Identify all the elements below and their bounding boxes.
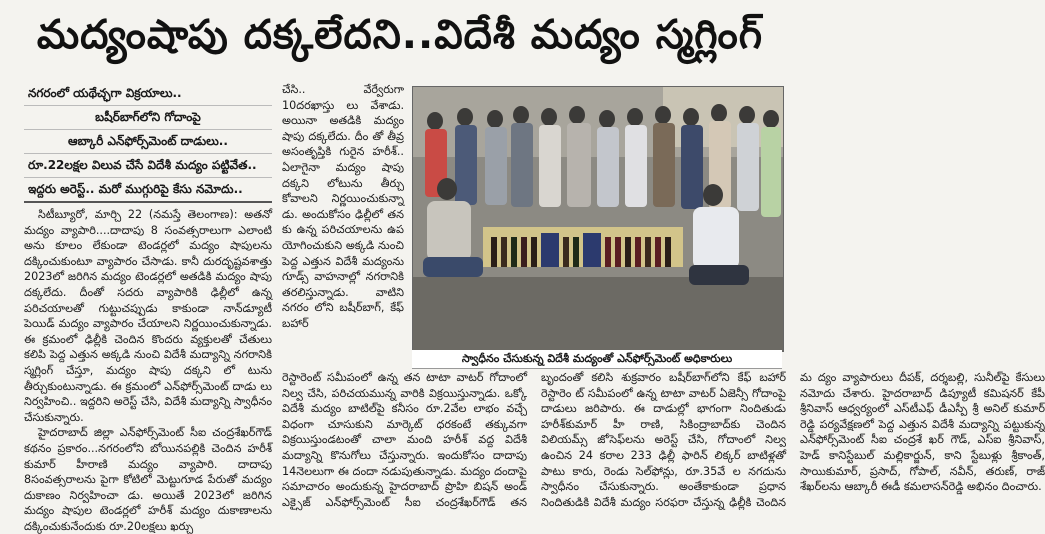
article-column-1: [24, 82, 272, 533]
kicker-1: నగరంలో యథేచ్ఛగా విక్రయాలు..: [24, 82, 272, 106]
kicker-3: ఆబ్కారీ ఎన్‌ఫోర్స్‌మెంట్ దాడులు..: [24, 130, 272, 154]
article-paragraph: రెస్టారెంట్ సమీపంలో ఉన్న తన టాటా వాటర్ గోదాంలో నిల్వ చేసి, పరిచయమున్న వారికి విక్రయిస్తున్నాడు. ఒక్కో విదేశీ మద్యం బాటిల్‌పై కనీసం రూ.2వేల లాభం వచ్చే విధంగా చూసుకుని మార్కెట్ ధరకంటే తక్కువగా విక్రయిస్తుండటంతో చాలా మంది హరీశ్ వద్ద విదేశీ మద్యాన్ని కొనుగోలు చేస్తున్నారు. ఇందుకోసం దాదాపు 14నెలలుగా ఈ దందా నడుపుతున్నాడు. మద్యం దందాపై సమాచారం అందుకున్న హైదరాబాద్ ప్రొహి బిషన్ అండ్ ఎక్సైజ్ ఎన్‌ఫోర్స్‌మెంట్ సీఐ చంద్రశేఖర్‌గౌడ్ తన బృందంతో కలిసి శుక్రవారం బషీర్‌బాగ్‌లోని కేఫ్ బహార్ రెస్టారెం ట్ సమీపంలో ఉన్న టాటా వాటర్ ఏజెన్సీ గోదాంపై దాడులు జరిపారు. ఈ దాడుల్లో భాగంగా నిందితుడు హరీశ్‌కుమార్ హీ రాణి, సికింద్రాబాద్‌కు చెందిన విలియమ్స్ జోసెఫ్‌లను అరెస్ట్ చేసి, గోదాంలో నిల్వ ఉంచిన 24 కరాల 233 ఢిల్లీ ఫారిన్ లిక్కర్ బాటిళ్లతో పాటు కారు, రెండు సెల్‌ఫోన్లు, రూ.35వే ల నగదును స్వాధీనం చేసుకున్నారు. అంతేకాకుండా ప్రధాన నిందితుడికి విదేశీ మద్యం సరఫరా చేస్తున్న ఢిల్లీకి చెందిన మ ద్యం వ్యాపారులు దీపక్, దర్శబల్లి, సునీల్‌పై కేసులు నమోదు చేశారు. హైదరాబాద్ డిప్యూటీ కమిషనర్ కేపీ శ్రీనివాస్ ఆధ్వర్యంలో ఎస్‌టీఎఫ్ డీఎస్పీ శ్రీ అనిల్ కుమార్ రెడ్డి పర్యవేక్షణలో పెద్ద ఎత్తున విదేశీ మద్యాన్ని పట్టుకున్న ఎన్‌ఫోర్స్‌మెంట్ సీఐ చంద్రశే ఖర్ గౌడ్, ఎస్ఐ శ్రీనివాస్, హెడ్ కానిస్టేబుల్ మల్లికార్జున్, కాని స్టేబుళ్లు శ్రీకాంత్, సాయికుమార్, ప్రసాద్, గోపాల్, నవీన్, తరుణ్, రాజ్ శేఖర్‌లను ఆబ్కారీ ఈడీ కమలాసన్‌రెడ్డి అభినం దించారు.: [282, 371, 1045, 509]
kicker-5: ఇద్దరు అరెస్ట్‌.. మరో ముగ్గురిపై కేసు నమోదు..: [24, 178, 272, 203]
photo-caption: స్వాధీనం చేసుకున్న విదేశీ మద్యంతో ఎన్‌ఫోర్స్‌మెంట్ అధికారులు: [412, 350, 782, 369]
article-paragraph: హైదరాబాద్ జిల్లా ఎన్‌ఫోర్స్‌మెంట్ సీఐ చంద్రశేఖర్‌గౌడ్ కథనం ప్రకారం...నగరంలోని బోయినపల్లికి చెందిన హరీశ్ కుమార్ హీరాణి మద్యం వ్యాపారి. దాదాపు 8సంవత్సరాలను పైగా కోటిలో మెట్టుగూడ పేరుతో మద్యం దుకాణం నిర్వహించా డు. అయితే 2023లో జరిగిన మద్యం షాపుల టెండర్లలో హరీశ్ మద్యం దుకాణాలను దక్కించుకునేందుకు రూ.20లక్షలు ఖర్చు: [24, 426, 272, 533]
kicker-2: బషీర్‌బాగ్‌లోని గోదాంపై: [24, 106, 272, 130]
article-column-2: [282, 82, 404, 370]
kicker-4: రూ.22లక్షల విలువ చేసే విదేశీ మద్యం పట్టివేత..: [24, 154, 272, 178]
news-photo: [412, 86, 784, 352]
officials-with-seized-liquor-photo: [413, 87, 783, 351]
article-paragraph: సిటీబ్యూరో, మార్చి 22 (నమస్తే తెలంగాణ): అతనో మద్యం వ్యాపారి....దాదాపు 8 సంవత్సరాలుగా ఎలాంటి అను కూలం లేకుండా టెండర్లలో మద్యం షాపులను దక్కించుకుంటూ వ్యాపారం చేసాడు. కానీ దురదృష్టవశాత్తు 2023లో జరిగిన మద్యం టెండర్లలో అతడికి మద్యం షాపు దక్కలేదు. దీంతో సదరు వ్యాపారికి ఢిల్లీలో ఉన్న పరిచయాలతో గుట్టుచప్పుడు కాకుండా నాన్‌డ్యూటీ పెయిడ్ మద్యం వ్యాపారం చేయాలని నిర్ణయించుకున్నాడు. ఈ క్రమంలో ఢిల్లీకి చెందిన కొందరు వ్యక్తులతో చేతులు కలిపి పెద్ద ఎత్తున అక్కడి నుంచి విదేశీ మద్యాన్ని నగరానికి స్మగ్లింగ్ చేస్తూ, మద్యం షాపు దక్కని లో టును తీర్చుకుంటున్నాడు. ఈ క్రమంలో ఎన్‌ఫోర్స్‌మెంట్ దాడు లు నిర్వహించి.. ఇద్దరిని అరెస్ట్ చేసి, విదేశీ మద్యాన్ని స్వాధీనం చేసుకున్నారు.: [24, 208, 272, 424]
article-paragraph: చేసి.. వేర్వేరుగా 10దరఖాస్తు లు వేశాడు. అయినా అతడికి మద్యం షాపు దక్కలేదు. దీం తో తీవ్ర అసంతృప్తికి గురైన హరీశ్.. ఏలాగైనా మద్యం షాపు దక్కని లోటును తీర్చు కోవాలని నిర్ణయించుకున్నా డు. అందుకోసం ఢిల్లీలో తన కు ఉన్న పరిచయాలను ఉప యోగించుకుని అక్కడి నుంచి పెద్ద ఎత్తున విదేశీ మద్యంను గూడ్స్ వాహనాల్లో నగరానికి తరలిస్తున్నాడు. వాటిని నగరం లోని బషీర్‌బాగ్, కేఫ్ బహార్: [282, 83, 404, 330]
headline: మద్యంషాపు దక్కలేదని..విదేశీ మద్యం స్మగ్లింగ్: [36, 12, 764, 58]
article-bottom-columns: [282, 370, 1045, 512]
